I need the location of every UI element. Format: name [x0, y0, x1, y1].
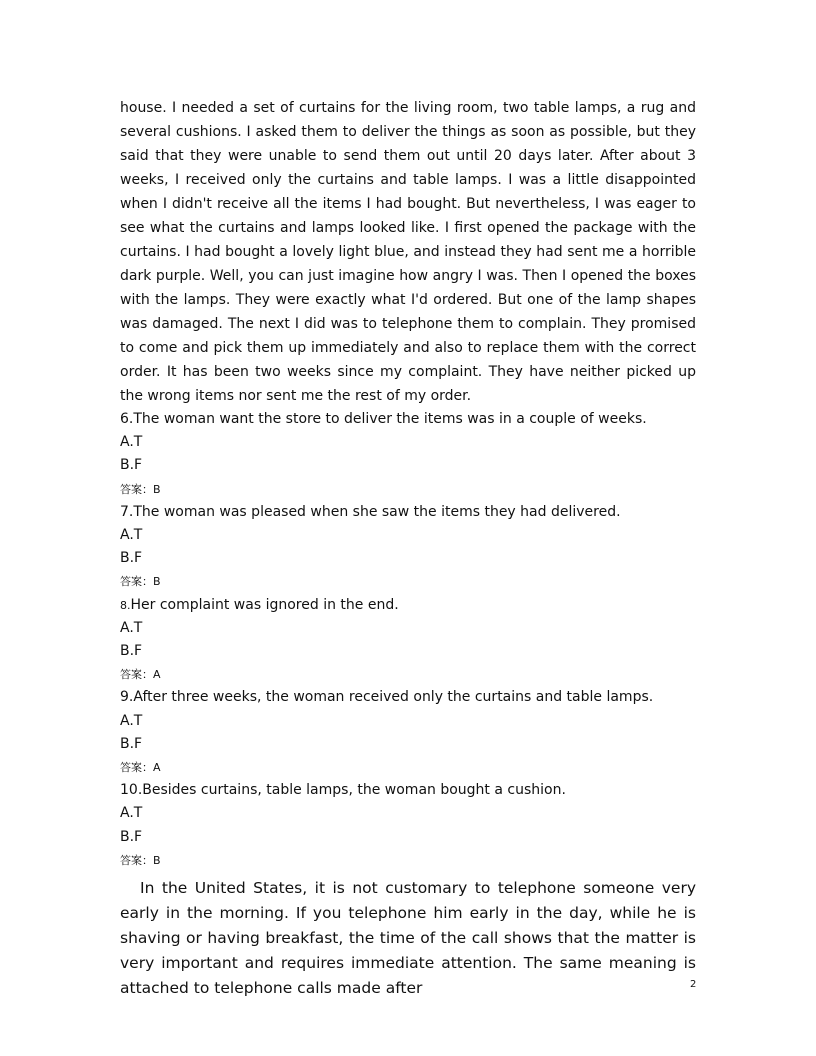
- option-a: A.T: [120, 805, 143, 822]
- question-text: [120, 408, 696, 431]
- question-text: [120, 686, 696, 709]
- option-b: B.F: [120, 550, 143, 567]
- page-number: 2: [690, 979, 697, 990]
- question-number: 7.: [120, 503, 134, 520]
- answer-key: 答案：B: [120, 853, 161, 867]
- question-10: [120, 779, 696, 872]
- option-a: A.T: [120, 527, 143, 544]
- question-number: 6.: [120, 411, 134, 427]
- answer-key: 答案：A: [120, 668, 161, 682]
- question-9: [120, 686, 696, 779]
- option-b: B.F: [120, 735, 143, 752]
- passage-paragraph: house. I needed a set of curtains for the living room, two table lamps, a rug and several cushions. I asked them to deliver the things as soon as possible, but they said that they were unable to send them out until 20 days later. After about 3 weeks, I received only the curtains and table lamps. I was a little disappointed when I didn't receive all the items I had bought. But nevertheless, I was eager to see what the curtains and lamps looked like. I first opened the package with the curtains. I had bought a lovely light blue, and instead they had sent me a horrible dark purple. Well, you can just imagine how angry I was. Then I opened the boxes with the lamps. They were exactly what I'd ordered. But one of the lamp shapes was damaged. The next I did was to telephone them to complain. They promised to come and pick them up immediately and also to replace them with the correct order. It has been two weeks since my complaint. They have neither picked up the wrong items nor sent me the rest of my order.: [120, 100, 696, 404]
- option-b: B.F: [120, 643, 143, 660]
- answer-key: 答案：A: [120, 761, 161, 775]
- question-number: 10.: [120, 782, 143, 799]
- question-body: After three weeks, the woman received only the curtains and table lamps.: [133, 689, 654, 706]
- option-b: B.F: [120, 457, 143, 474]
- question-body: The woman want the store to deliver the items was in a couple of weeks.: [133, 411, 647, 427]
- question-text: [120, 779, 696, 802]
- question-7: [120, 501, 696, 594]
- option-a: A.T: [120, 619, 143, 636]
- answer-key: 答案：B: [120, 575, 161, 589]
- answer-key: 答案：B: [120, 482, 161, 496]
- question-text: [120, 501, 696, 524]
- option-b: B.F: [120, 828, 143, 845]
- question-text: [120, 594, 696, 617]
- question-6: [120, 408, 696, 501]
- option-a: A.T: [120, 434, 143, 451]
- document-page: [120, 96, 696, 1001]
- passage-paragraph-2: In the United States, it is not customary to telephone someone very early in the morning. If you telephone him early in the day, while he is shaving or having breakfast, the time of the call shows that the matter is very important and requires immediate attention. The same meaning is attached to telephone calls made after: [120, 879, 696, 998]
- question-number: 9.: [120, 689, 134, 706]
- option-a: A.T: [120, 712, 143, 729]
- question-8: [120, 594, 696, 687]
- question-body: Her complaint was ignored in the end.: [130, 596, 399, 613]
- question-body: The woman was pleased when she saw the items they had delivered.: [133, 503, 621, 520]
- question-body: Besides curtains, table lamps, the woman bought a cushion.: [142, 782, 566, 799]
- question-number: 8.: [120, 598, 131, 612]
